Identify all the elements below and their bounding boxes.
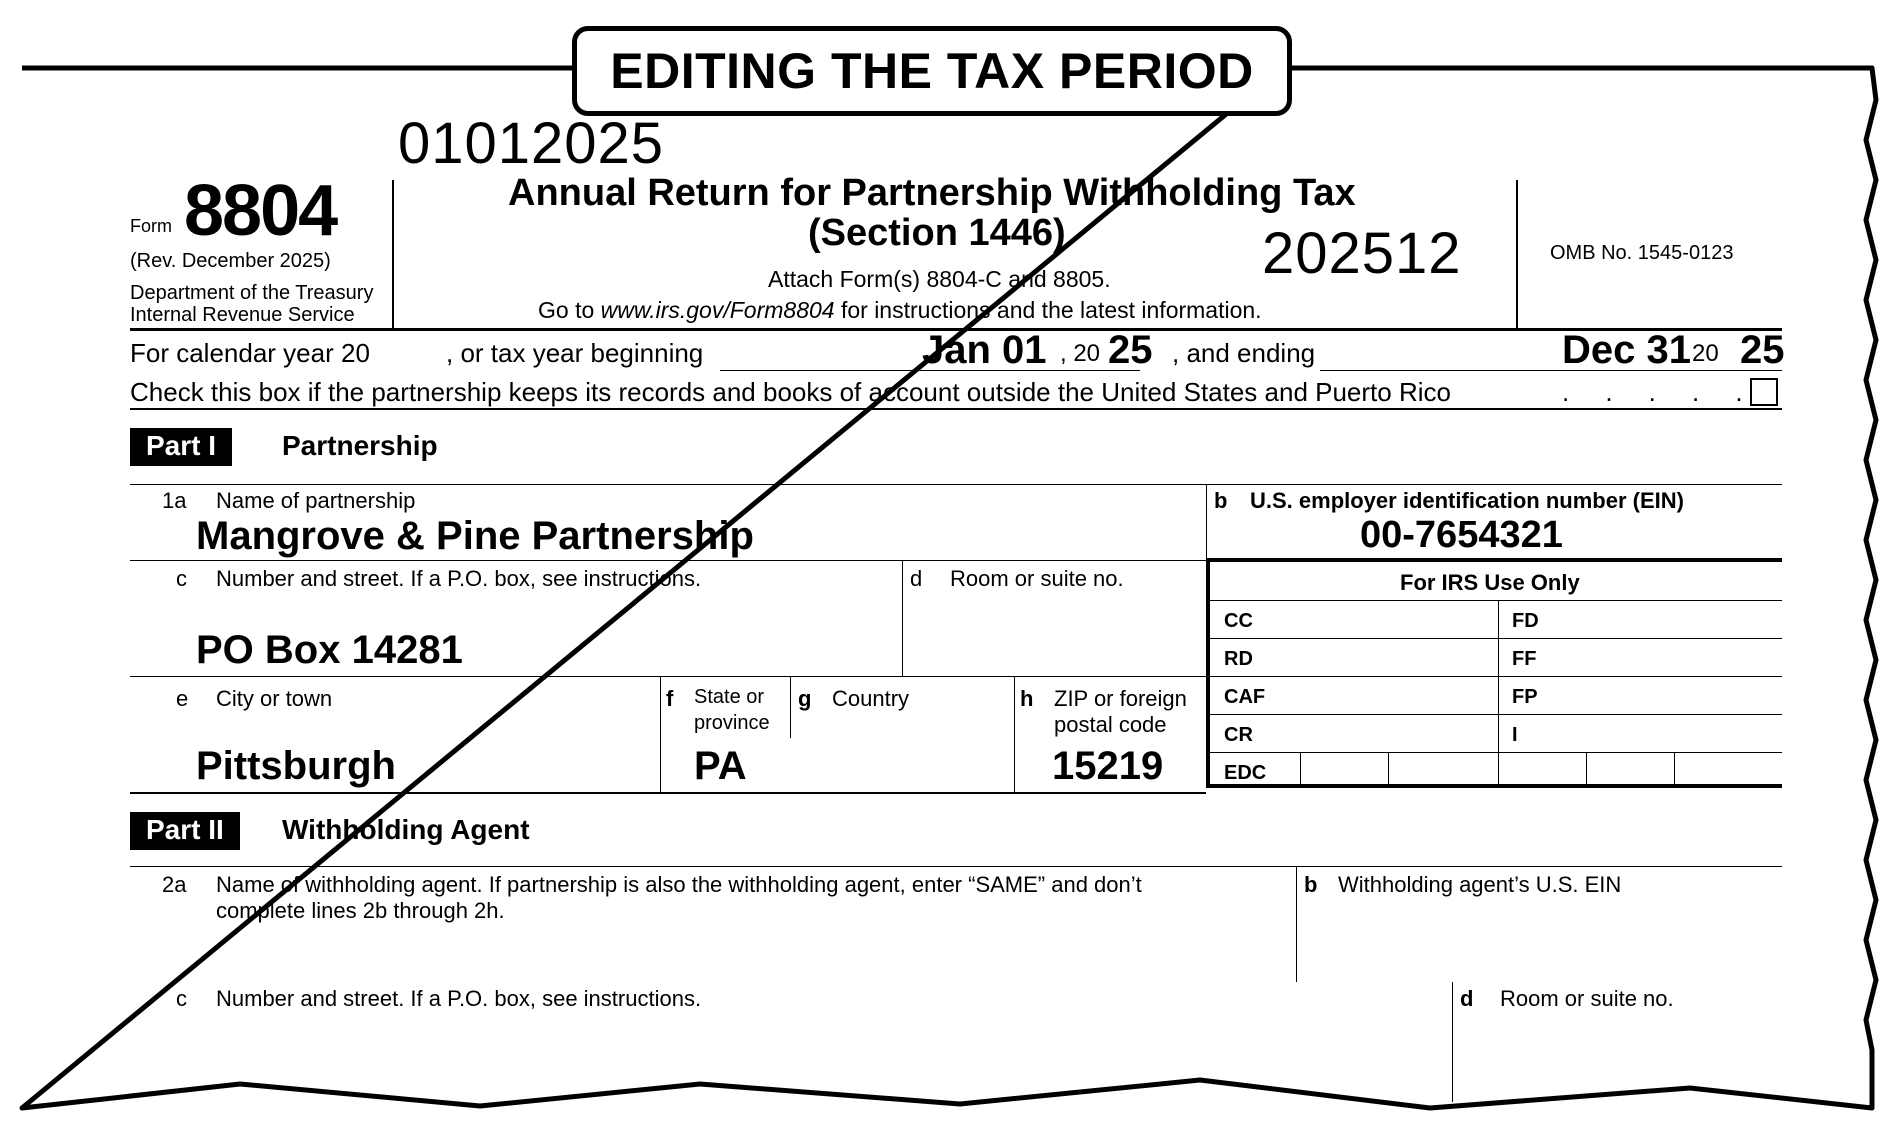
line-e-letter: e [176, 686, 189, 711]
part1-bottom-rule [130, 792, 1206, 794]
irs-code-i: I [1512, 724, 1518, 746]
irs-code-cr: CR [1224, 724, 1253, 746]
edc-cell-divider-4 [1674, 752, 1675, 788]
dept-line2: Internal Revenue Service [130, 304, 355, 326]
form-word: Form [130, 216, 172, 236]
irs-code-fp: FP [1512, 686, 1538, 708]
end-date-value[interactable]: Dec 31 [1562, 328, 1691, 372]
dept-line1: Department of the Treasury [130, 282, 374, 304]
outside-us-checkbox[interactable] [1750, 378, 1778, 406]
street-bottom-rule [130, 676, 1206, 677]
irs-row-rule-3 [1210, 676, 1782, 677]
ending-label: , and ending [1172, 338, 1316, 368]
overlay-end-period[interactable]: 202512 [1262, 221, 1462, 286]
state-label-1: State or [694, 686, 765, 708]
outside-us-dots: . . . . . [1562, 377, 1743, 407]
country-label: Country [832, 686, 910, 711]
irs-use-only-title: For IRS Use Only [1400, 570, 1580, 595]
agent-ein-label: Withholding agent’s U.S. EIN [1338, 872, 1622, 897]
name-label: Name of partnership [216, 488, 416, 513]
street-label: Number and street. If a P.O. box, see instructions. [216, 566, 702, 591]
street-room-divider [902, 560, 903, 676]
country-zip-divider [1014, 676, 1015, 792]
begin-year-value[interactable]: 25 [1108, 328, 1153, 372]
city-state-divider [660, 676, 661, 792]
line-h-letter: h [1020, 686, 1034, 711]
agent-name-label-2: complete lines 2b through 2h. [216, 898, 505, 923]
part1-badge: Part I [130, 428, 232, 466]
header-divider-right [1516, 180, 1518, 328]
agent-ein-divider [1296, 866, 1297, 982]
irs-code-fd: FD [1512, 610, 1539, 632]
outside-us-text: Check this box if the partnership keeps its records and books of account outside the United States and Puerto Rico [130, 377, 1451, 407]
form-number: 8804 [184, 171, 337, 251]
form-title-line2: (Section 1446) [808, 212, 1066, 254]
form-title-line1: Annual Return for Partnership Withholding Tax [508, 172, 1356, 214]
state-label-2: province [694, 712, 770, 734]
partnership-name-field[interactable]: Mangrove & Pine Partnership [196, 514, 754, 558]
irs-code-cc: CC [1224, 610, 1253, 632]
ein-label: U.S. employer identification number (EIN) [1250, 488, 1684, 513]
irs-use-only-box [1206, 558, 1782, 788]
zip-label-2: postal code [1054, 712, 1167, 737]
part1-title: Partnership [282, 430, 438, 461]
begin-year-prefix: , 20 [1060, 340, 1101, 367]
calendar-year-label: For calendar year 20 [130, 338, 370, 368]
irs-column-divider [1498, 600, 1499, 788]
irs-code-ff: FF [1512, 648, 1537, 670]
room-label: Room or suite no. [950, 566, 1124, 591]
header-divider-left [392, 180, 394, 328]
line-c-letter: c [176, 566, 187, 591]
part2-room-divider [1452, 982, 1453, 1102]
part1-top-rule [130, 484, 1782, 485]
part2-line-c-letter: c [176, 986, 187, 1011]
name-bottom-rule [130, 560, 1206, 561]
end-year-prefix: 20 [1692, 340, 1719, 367]
irs-row-rule-5 [1210, 752, 1782, 753]
edc-cell-divider-1 [1300, 752, 1301, 788]
line-2a-number: 2a [162, 872, 187, 897]
tax-year-beginning-label: , or tax year beginning [446, 338, 704, 368]
begin-date-underline [720, 370, 1140, 371]
form-revision: (Rev. December 2025) [130, 250, 331, 272]
edc-cell-divider-3 [1586, 752, 1587, 788]
part2-line-d-letter: d [1460, 986, 1474, 1011]
line-f-letter: f [666, 686, 674, 711]
goto-prefix: Go to [538, 297, 601, 323]
part2-line-b-letter: b [1304, 872, 1318, 897]
irs-code-rd: RD [1224, 648, 1253, 670]
omb-number: OMB No. 1545-0123 [1550, 242, 1734, 264]
line-1a-number: 1a [162, 488, 187, 513]
goto-instruction [538, 297, 1262, 324]
street-field[interactable]: PO Box 14281 [196, 628, 463, 672]
irs-code-edc: EDC [1224, 762, 1267, 784]
zip-field[interactable]: 15219 [1052, 744, 1164, 788]
tax-year-bottom-rule [130, 408, 1782, 410]
irs-url-link[interactable]: www.irs.gov/Form8804 [600, 297, 835, 323]
overlay-begin-date[interactable]: 01012025 [398, 111, 665, 176]
irs-code-caf: CAF [1224, 686, 1266, 708]
part2-room-label: Room or suite no. [1500, 986, 1674, 1011]
part2-street-label: Number and street. If a P.O. box, see instructions. [216, 986, 702, 1011]
begin-date-value[interactable]: Jan 01 [922, 328, 1047, 372]
part2-top-rule [130, 866, 1782, 867]
irs-row-rule-2 [1210, 638, 1782, 639]
irs-row-rule-4 [1210, 714, 1782, 715]
edc-cell-divider-2 [1388, 752, 1389, 788]
part2-title: Withholding Agent [282, 814, 530, 845]
irs-row-rule-1 [1210, 600, 1782, 601]
state-field[interactable]: PA [694, 744, 747, 788]
goto-suffix: for instructions and the latest information. [834, 297, 1262, 323]
end-date-underline [1320, 370, 1782, 371]
zip-label-1: ZIP or foreign [1054, 686, 1187, 711]
line-g-letter: g [798, 686, 812, 711]
line-d-letter: d [910, 566, 923, 591]
name-ein-divider [1206, 484, 1207, 560]
ein-field[interactable]: 00-7654321 [1360, 514, 1563, 556]
banner-title: EDITING THE TAX PERIOD [572, 26, 1292, 116]
attach-instruction: Attach Form(s) 8804-C and 8805. [768, 266, 1111, 292]
line-b-letter: b [1214, 488, 1228, 513]
part2-badge: Part II [130, 812, 240, 850]
end-year-value[interactable]: 25 [1740, 328, 1785, 372]
city-label: City or town [216, 686, 333, 711]
state-country-divider [790, 676, 791, 738]
agent-name-label-1: Name of withholding agent. If partnership is also the withholding agent, enter “SAME” and don’t [216, 872, 1142, 897]
city-field[interactable]: Pittsburgh [196, 744, 396, 788]
